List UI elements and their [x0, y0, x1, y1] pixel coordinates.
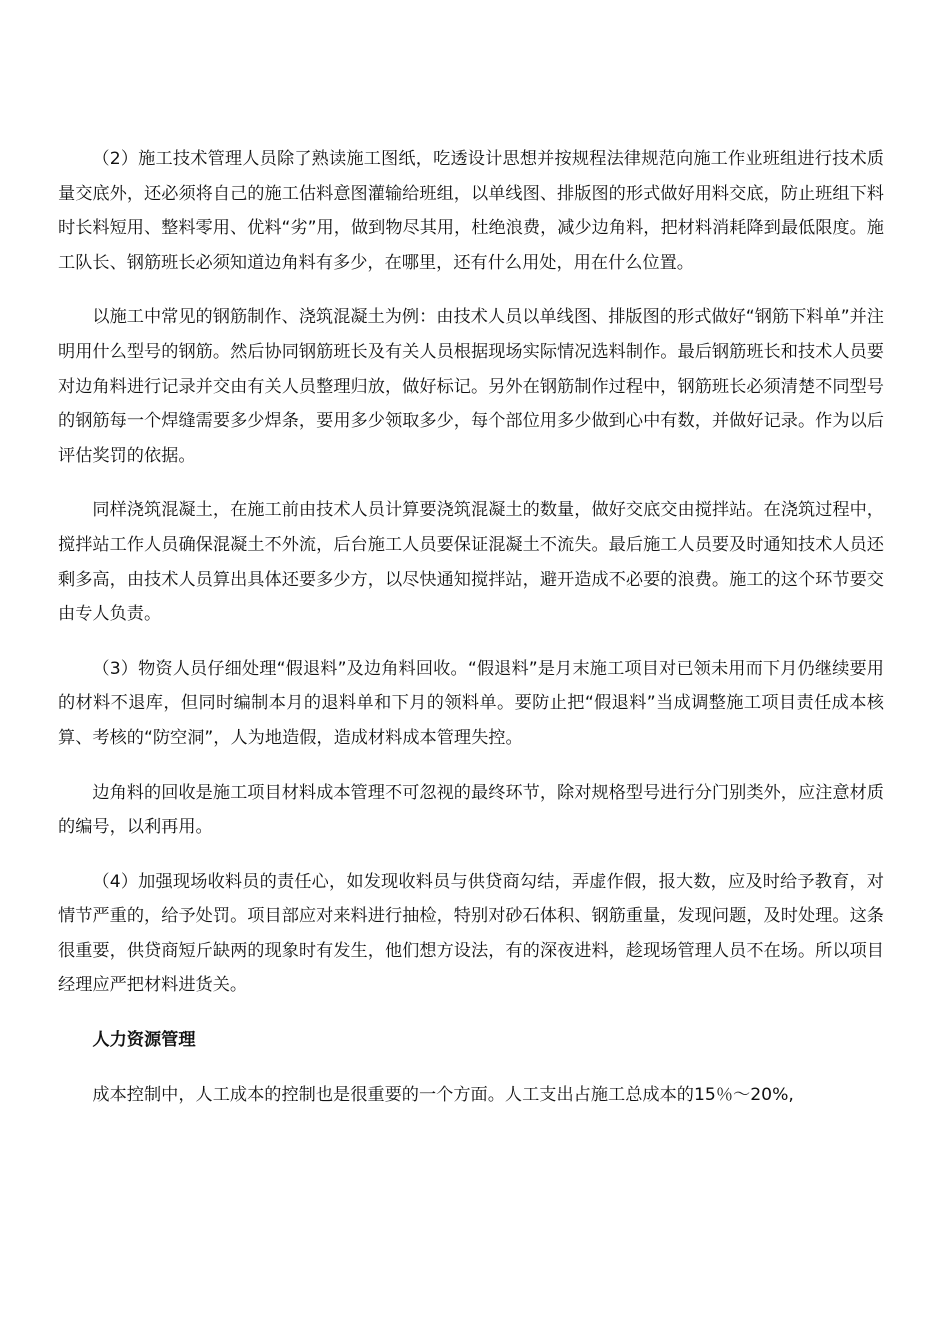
paragraph-concrete-pouring: 同样浇筑混凝土，在施工前由技术人员计算要浇筑混凝土的数量，做好交底交由搅拌站。在浇筑过程中，搅拌站工作人员确保混凝土不外流，后台施工人员要保证混凝土不流失。最后施工人员要及时通知技术人员还剩多高，由技术人员算出具体还要多少方，以尽快通知搅拌站，避开造成不必要的浪费。施工的这个环节要交由专人负责。 — [58, 500, 884, 625]
paragraph-scrap-recovery: 边角料的回收是施工项目材料成本管理不可忽视的最终环节，除对规格型号进行分门别类外，应注意材质的编号，以利再用。 — [58, 782, 884, 838]
paragraph-labor-cost: 成本控制中，人工成本的控制也是很重要的一个方面。人工支出占施工总成本的15％～20%, — [92, 1084, 794, 1105]
paragraph-false-return-material: （3）物资人员仔细处理“假退料”及边角料回收。“假退料”是月末施工项目对已领未用而下月仍继续要用的材料不退库，但同时编制本月的退料单和下月的领料单。要防止把“假退料”当成调整施工项目责任成本核算、考核的“防空洞”，人为地造假，造成材料成本管理失控。 — [58, 658, 884, 748]
document-body — [58, 142, 884, 1112]
paragraph-receiving-clerk: （4）加强现场收料员的责任心，如发现收料员与供贷商勾结，弄虚作假，报大数，应及时给予教育，对情节严重的，给予处罚。项目部应对来料进行抽检，特别对砂石体积、钢筋重量，发现问题，及时处理。这条很重要，供贷商短斤缺两的现象时有发生，他们想方设法，有的深夜进料，趁现场管理人员不在场。所以项目经理应严把材料进货关。 — [58, 871, 884, 996]
section-heading-human-resources: 人力资源管理 — [92, 1030, 196, 1051]
paragraph-rebar-example: 以施工中常见的钢筋制作、浇筑混凝土为例：由技术人员以单线图、排版图的形式做好“钢筋下料单”并注明用什么型号的钢筋。然后协同钢筋班长及有关人员根据现场实际情况选料制作。最后钢筋班长和技术人员要对边角料进行记录并交由有关人员整理归放，做好标记。另外在钢筋制作过程中，钢筋班长必须清楚不同型号的钢筋每一个焊缝需要多少焊条，要用多少领取多少，每个部位用多少做到心中有数，并做好记录。作为以后评估奖罚的依据。 — [58, 307, 884, 466]
paragraph-construction-technical-staff: （2）施工技术管理人员除了熟读施工图纸，吃透设计思想并按规程法律规范向施工作业班组进行技术质量交底外，还必须将自己的施工估料意图灌输给班组，以单线图、排版图的形式做好用料交底，防止班组下料时长料短用、整料零用、优料“劣”用，做到物尽其用，杜绝浪费，减少边角料，把材料消耗降到最低限度。施工队长、钢筋班长必须知道边角料有多少，在哪里，还有什么用处，用在什么位置。 — [58, 149, 884, 273]
